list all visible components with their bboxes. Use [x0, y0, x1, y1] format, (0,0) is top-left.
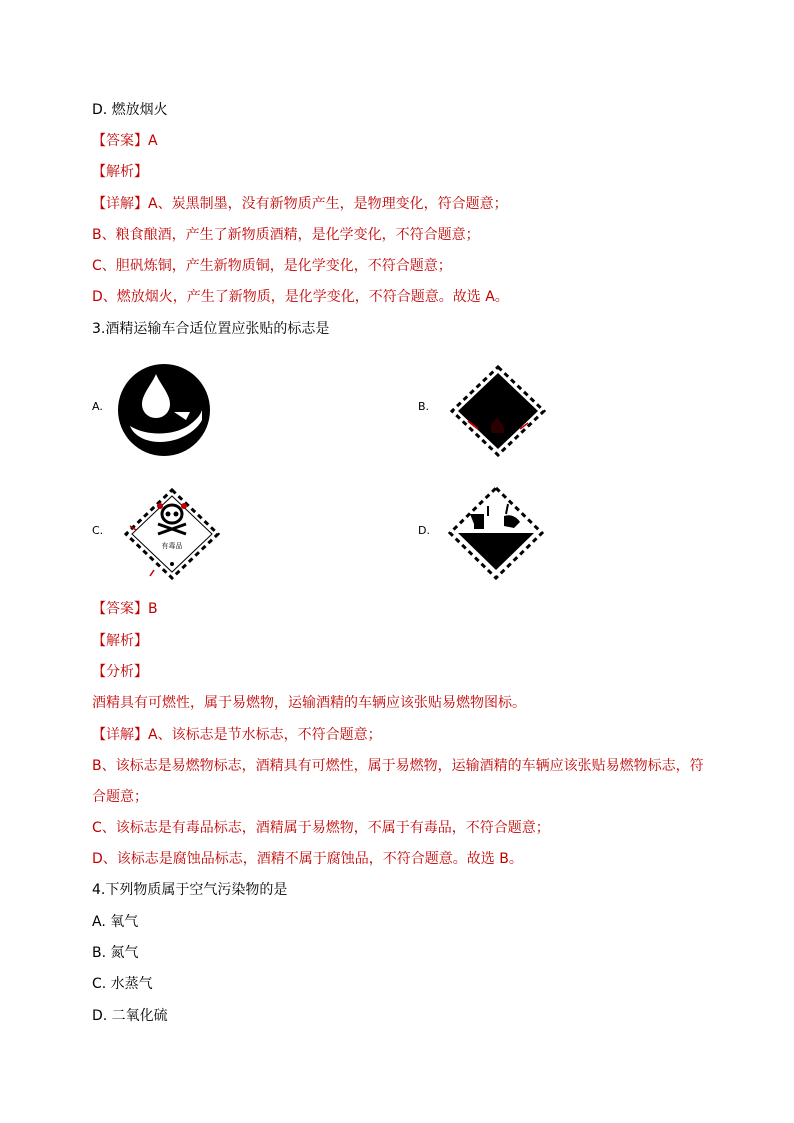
- q2-detail-b: B、粮食酿酒，产生了新物质酒精，是化学变化，不符合题意；: [92, 227, 480, 243]
- q3-question: 3.酒精运输车合适位置应张贴的标志是: [92, 321, 330, 337]
- detail-tag: 【详解】: [92, 727, 148, 743]
- corrosive-sign-icon: [444, 484, 548, 582]
- q4-question: 4.下列物质属于空气污染物的是: [92, 882, 288, 898]
- q4-option-b: B. 氮气: [92, 945, 139, 961]
- fenxi-tag: 【分析】: [92, 664, 148, 680]
- q2-detail-a: A、炭黑制墨，没有新物质产生，是物理变化，符合题意；: [148, 196, 508, 212]
- q3-answer: [92, 599, 158, 619]
- answer-tag: 【答案】: [92, 133, 148, 149]
- toxic-sign-text: 有毒品: [161, 542, 183, 550]
- toxic-sign-icon: [120, 486, 224, 582]
- q4-option-c: C. 水蒸气: [92, 976, 153, 992]
- q3-option-a-letter: A.: [92, 400, 103, 413]
- answer-value: B: [148, 601, 158, 617]
- q2-answer: [92, 131, 158, 151]
- q2-detail-c: C、胆矾炼铜，产生新物质铜，是化学变化，不符合题意；: [92, 258, 452, 274]
- q3-detail-d: D、该标志是腐蚀品标志，酒精不属于腐蚀品，不符合题意。故选 B。: [92, 851, 523, 867]
- q3-option-b-letter: B.: [418, 400, 430, 413]
- q3-fenxi-text: 酒精具有可燃性，属于易燃物，运输酒精的车辆应该张贴易燃物图标。: [92, 695, 526, 711]
- answer-tag: 【答案】: [92, 601, 148, 617]
- q3-detail-a-line: [92, 725, 382, 745]
- q3-detail-a: A、该标志是节水标志，不符合题意；: [148, 727, 382, 743]
- q2-detail-d: D、燃放烟火，产生了新物质，是化学变化，不符合题意。故选 A。: [92, 289, 509, 305]
- q3-detail-c: C、该标志是有毒品标志，酒精属于易燃物，不属于有毒品，不符合题意；: [92, 820, 550, 836]
- q3-detail-b-line1: B、该标志是易燃物标志，酒精具有可燃性，属于易燃物，运输酒精的车辆应该张贴易燃物标志，符: [92, 758, 704, 774]
- q4-option-a: A. 氧气: [92, 914, 139, 930]
- q3-option-d-letter: D.: [418, 524, 430, 537]
- q2-detail-a-line: [92, 194, 508, 214]
- q4-option-d: D. 二氧化硫: [92, 1008, 168, 1024]
- q3-option-c-letter: C.: [92, 524, 104, 537]
- analysis-tag: 【解析】: [92, 633, 148, 649]
- flammable-sign-icon: [448, 363, 548, 459]
- analysis-tag: 【解析】: [92, 164, 148, 180]
- detail-tag: 【详解】: [92, 196, 148, 212]
- q3-detail-b-line2: 合题意；: [92, 789, 148, 805]
- water-saving-sign-icon: [116, 362, 212, 458]
- q2-option-d: D. 燃放烟火: [92, 102, 168, 118]
- answer-value: A: [148, 133, 158, 149]
